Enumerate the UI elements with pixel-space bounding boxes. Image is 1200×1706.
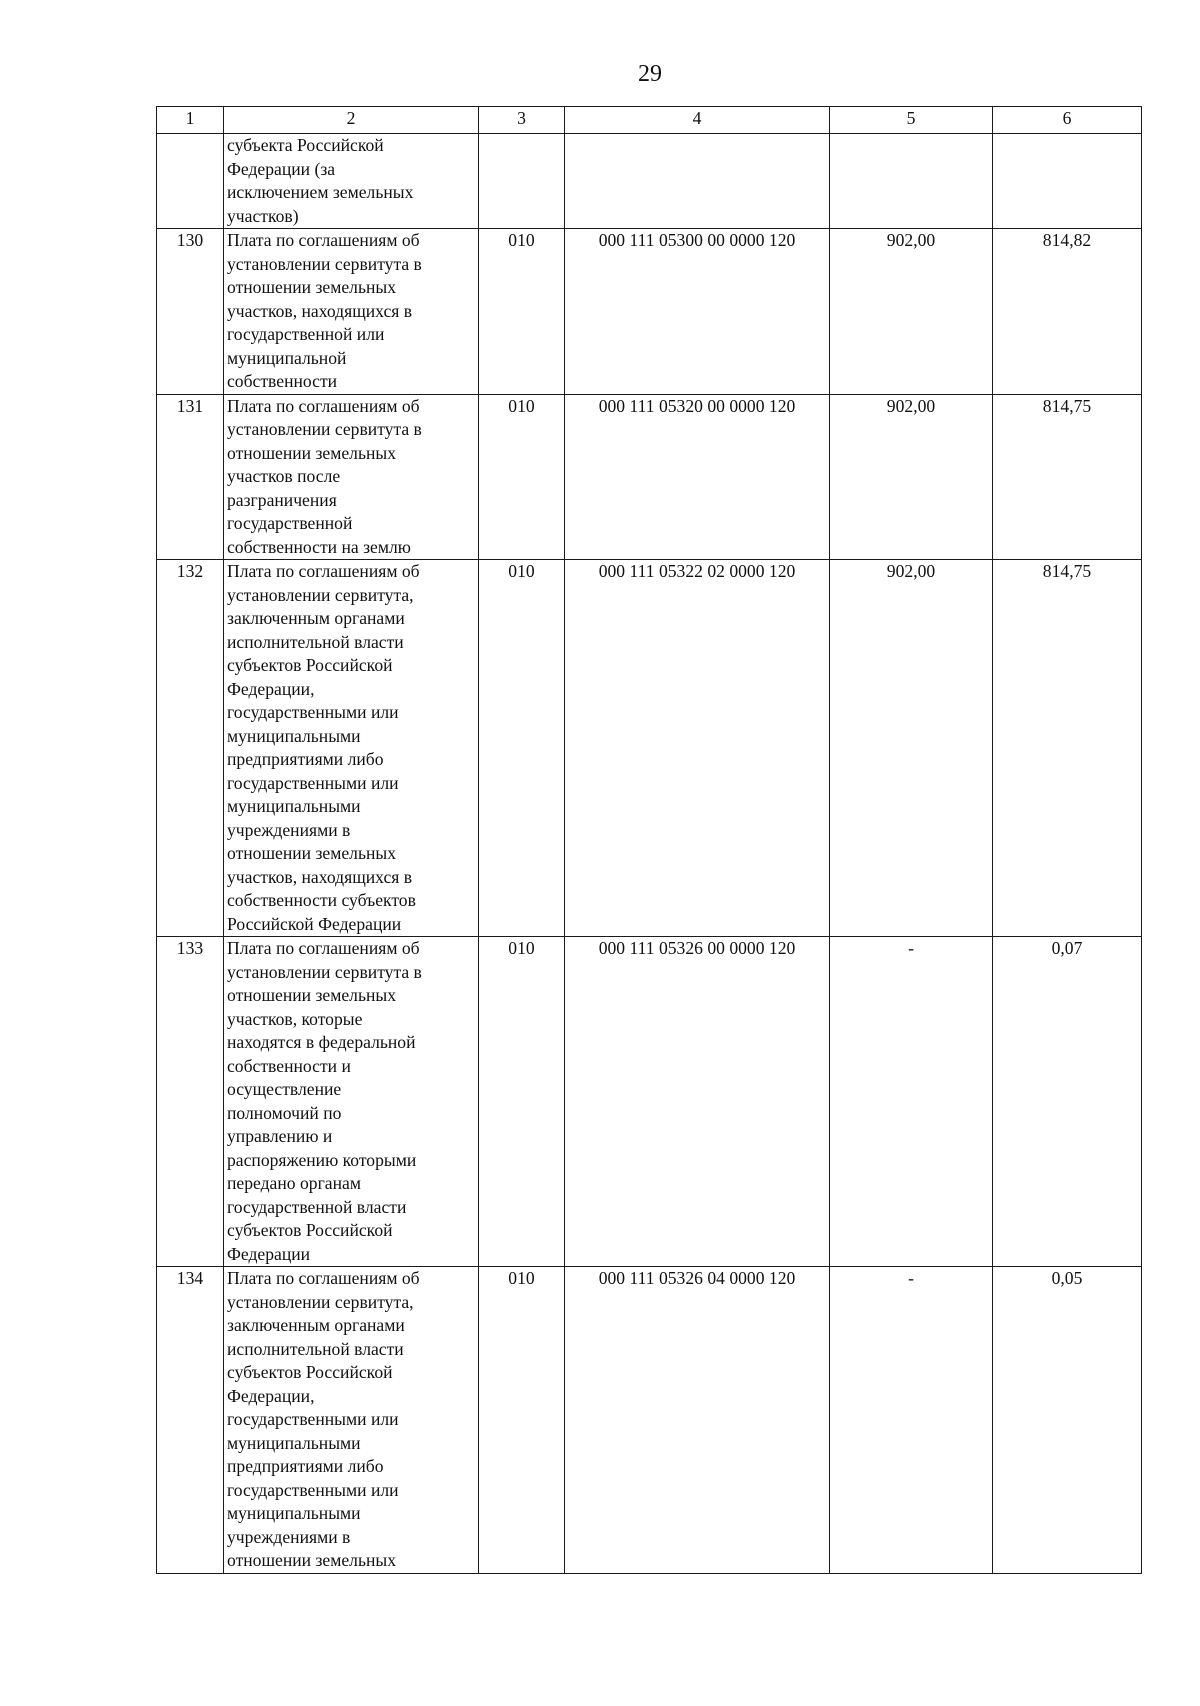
row-number bbox=[157, 134, 224, 229]
row-description-text: субъекта Российской Федерации (за исключением земельных участков) bbox=[227, 135, 414, 226]
row-number: 131 bbox=[157, 394, 224, 560]
row-budget-code: 000 111 05322 02 0000 120 bbox=[565, 560, 830, 937]
row-admin-code: 010 bbox=[479, 229, 565, 395]
table-row bbox=[157, 394, 1142, 560]
page-number: 29 bbox=[638, 61, 662, 87]
row-admin-code bbox=[479, 134, 565, 229]
table-row bbox=[157, 560, 1142, 937]
header-col-2: 2 bbox=[224, 107, 479, 134]
row-number: 134 bbox=[157, 1267, 224, 1574]
row-budget-code: 000 111 05326 04 0000 120 bbox=[565, 1267, 830, 1574]
table-row bbox=[157, 937, 1142, 1267]
row-admin-code: 010 bbox=[479, 1267, 565, 1574]
row-planned-amount: 902,00 bbox=[830, 394, 993, 560]
row-admin-code: 010 bbox=[479, 560, 565, 937]
row-number: 132 bbox=[157, 560, 224, 937]
row-description bbox=[224, 394, 479, 560]
row-actual-amount: 814,82 bbox=[993, 229, 1142, 395]
header-col-5: 5 bbox=[830, 107, 993, 134]
row-description-text: Плата по соглашениям об установлении сервитута в отношении земельных участков после разграничения государственной собственности на землю bbox=[227, 395, 422, 557]
row-actual-amount bbox=[993, 134, 1142, 229]
row-budget-code: 000 111 05326 00 0000 120 bbox=[565, 937, 830, 1267]
row-actual-amount: 0,05 bbox=[993, 1267, 1142, 1574]
row-actual-amount: 0,07 bbox=[993, 937, 1142, 1267]
row-admin-code: 010 bbox=[479, 394, 565, 560]
row-budget-code: 000 111 05320 00 0000 120 bbox=[565, 394, 830, 560]
row-description bbox=[224, 560, 479, 937]
row-planned-amount: - bbox=[830, 937, 993, 1267]
row-description bbox=[224, 1267, 479, 1574]
row-description bbox=[224, 134, 479, 229]
table-row bbox=[157, 229, 1142, 395]
header-col-1: 1 bbox=[157, 107, 224, 134]
row-planned-amount bbox=[830, 134, 993, 229]
row-actual-amount: 814,75 bbox=[993, 394, 1142, 560]
row-budget-code: 000 111 05300 00 0000 120 bbox=[565, 229, 830, 395]
row-planned-amount: 902,00 bbox=[830, 560, 993, 937]
header-col-4: 4 bbox=[565, 107, 830, 134]
row-planned-amount: - bbox=[830, 1267, 993, 1574]
row-description bbox=[224, 937, 479, 1267]
row-actual-amount: 814,75 bbox=[993, 560, 1142, 937]
row-description-text: Плата по соглашениям об установлении сервитута, заключенным органами исполнительной власти субъектов Российской Федерации, государственными или муниципальными предприятиями либо государственными или муниципальными учреждениями в отношении земельных участков, находящихся в собственности субъектов Российской Федерации bbox=[227, 561, 420, 934]
header-col-6: 6 bbox=[993, 107, 1142, 134]
row-description bbox=[224, 229, 479, 395]
row-description-text: Плата по соглашениям об установлении сервитута в отношении земельных участков, которые находятся в федеральной собственности и осуществление полномочий по управлению и распоряжению которыми передано органам государственной власти субъектов Российской Федерации bbox=[227, 938, 422, 1264]
row-planned-amount: 902,00 bbox=[830, 229, 993, 395]
row-number: 130 bbox=[157, 229, 224, 395]
row-admin-code: 010 bbox=[479, 937, 565, 1267]
row-description-text: Плата по соглашениям об установлении сервитута в отношении земельных участков, находящихся в государственной или муниципальной собственности bbox=[227, 230, 422, 391]
table-row bbox=[157, 1267, 1142, 1574]
budget-revenue-table bbox=[156, 106, 1142, 1574]
row-number: 133 bbox=[157, 937, 224, 1267]
header-col-3: 3 bbox=[479, 107, 565, 134]
row-budget-code bbox=[565, 134, 830, 229]
header-row bbox=[157, 107, 1142, 134]
row-description-text: Плата по соглашениям об установлении сервитута, заключенным органами исполнительной власти субъектов Российской Федерации, государственными или муниципальными предприятиями либо государственными или муниципальными учреждениями в отношении земельных bbox=[227, 1268, 420, 1570]
table-row bbox=[157, 134, 1142, 229]
